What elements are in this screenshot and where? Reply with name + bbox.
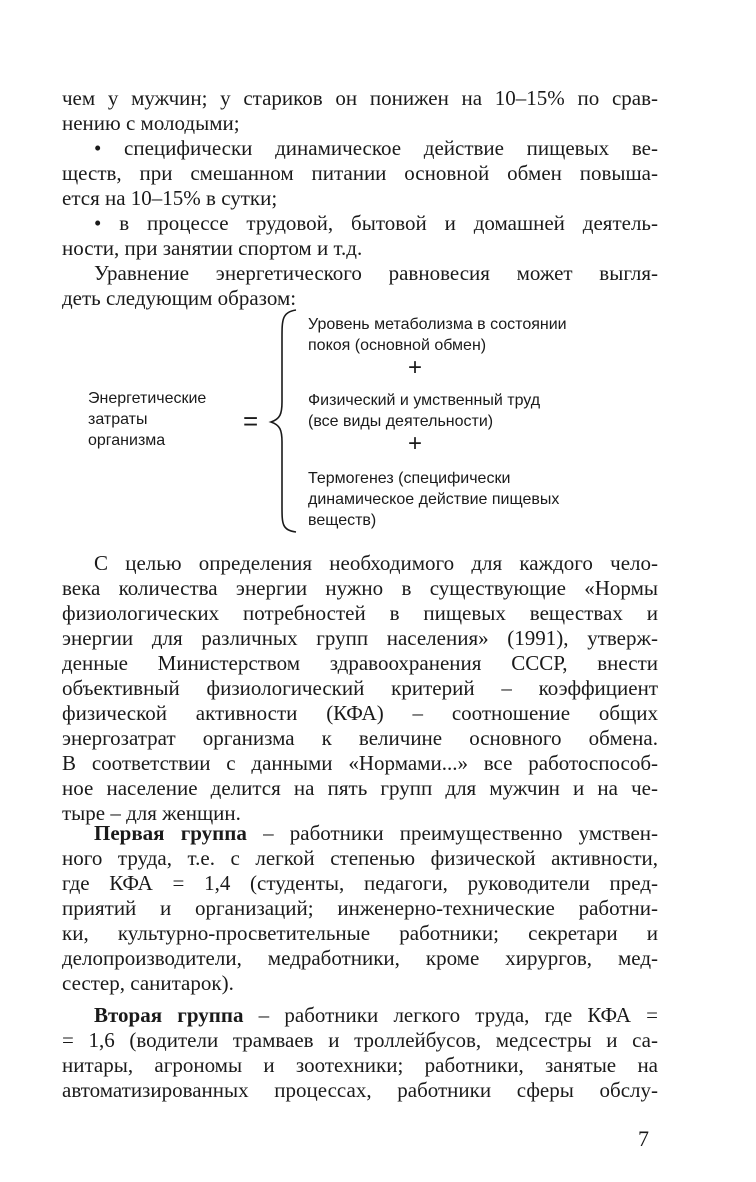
body-paragraph bbox=[62, 551, 658, 826]
text-line: ществ, при смешанном питании основной обмен повыша- bbox=[62, 161, 658, 185]
text-line: ется на 10–15% в сутки; bbox=[62, 186, 278, 210]
text-line: денные Министерством здравоохранения СССР, внести bbox=[62, 651, 658, 675]
item-line: Физический и умственный труд bbox=[308, 392, 541, 409]
text-line bbox=[62, 821, 658, 846]
text-line: = 1,6 (водители трамваев и троллейбусов, медсестры и са- bbox=[62, 1028, 658, 1052]
text-line: энергозатрат организма к величине основного обмена. bbox=[62, 726, 658, 750]
item-line: Уровень метаболизма в состоянии bbox=[308, 316, 567, 333]
text-line: деть следующим образом: bbox=[62, 286, 297, 310]
item-line: динамическое действие пищевых bbox=[308, 491, 560, 508]
diagram-item-thermogenesis bbox=[308, 468, 559, 531]
diagram-left-label bbox=[88, 388, 206, 451]
diagram-item-metabolism bbox=[308, 314, 567, 356]
text-line: века количества энергии нужно в существующие «Нормы bbox=[62, 576, 658, 600]
text-line: физической активности (КФА) – соотношение общих bbox=[62, 701, 658, 725]
text-line: где КФА = 1,4 (студенты, педагоги, руководители пред- bbox=[62, 871, 658, 895]
item-line: покоя (основной обмен) bbox=[308, 337, 487, 354]
text-line: нитары, агрономы и зоотехники; работники, занятые на bbox=[62, 1053, 658, 1077]
plus-sign: + bbox=[408, 430, 423, 457]
curly-brace-icon bbox=[268, 306, 298, 536]
item-line: Термогенез (специфически bbox=[308, 470, 511, 487]
text-line: ки, культурно-просветительные работники; секретари и bbox=[62, 921, 658, 945]
text-line: приятий и организаций; инженерно-технические работни- bbox=[62, 896, 658, 920]
text-line: чем у мужчин; у стариков он понижен на 10–15% по срав- bbox=[62, 86, 658, 110]
text-line: автоматизированных процессах, работники сферы обслу- bbox=[62, 1078, 658, 1102]
item-line: веществ) bbox=[308, 512, 377, 529]
group-two-paragraph bbox=[62, 1003, 658, 1103]
text-line: ного труда, т.е. с легкой степенью физической активности, bbox=[62, 846, 658, 870]
item-line: (все виды деятельности) bbox=[308, 413, 494, 430]
group-one-title: Первая группа bbox=[94, 821, 247, 845]
text-run: – работники легкого труда, где КФА = bbox=[243, 1003, 658, 1027]
text-line: делопроизводители, медработники, кроме хирургов, мед- bbox=[62, 946, 658, 970]
energy-balance-diagram bbox=[0, 300, 756, 540]
label-line: затраты bbox=[88, 411, 148, 428]
text-line: В соответствии с данными «Нормами...» все работоспособ- bbox=[62, 751, 658, 775]
equals-sign: = bbox=[243, 406, 259, 436]
page-number: 7 bbox=[638, 1126, 649, 1151]
bullet-line: • специфически динамическое действие пищевых ве- bbox=[94, 136, 658, 160]
text-line: нению с молодыми; bbox=[62, 111, 240, 135]
text-line: энергии для различных групп населения» (1991), утверж- bbox=[62, 626, 658, 650]
text-line: ное население делится на пять групп для мужчин и на че- bbox=[62, 776, 658, 800]
label-line: Энергетические bbox=[88, 390, 207, 407]
text-run: – работники преимущественно умствен- bbox=[246, 821, 658, 845]
text-line: Уравнение энергетического равновесия может выгля- bbox=[94, 261, 658, 285]
bullet-line: • в процессе трудовой, бытовой и домашней деятель- bbox=[94, 211, 658, 235]
text-line: сестер, санитарок). bbox=[62, 971, 234, 995]
text-line: ности, при занятии спортом и т.д. bbox=[62, 236, 363, 260]
group-one-paragraph bbox=[62, 821, 658, 996]
plus-sign: + bbox=[408, 354, 423, 381]
text-line bbox=[62, 1003, 658, 1028]
group-two-title: Вторая группа bbox=[94, 1003, 244, 1027]
text-line: тыре – для женщин. bbox=[62, 801, 241, 825]
text-line: объективный физиологический критерий – коэффициент bbox=[62, 676, 658, 700]
text-line: С целью определения необходимого для каждого чело- bbox=[94, 551, 658, 575]
text-line: физиологических потребностей в пищевых веществах и bbox=[62, 601, 658, 625]
top-paragraph bbox=[62, 86, 658, 311]
label-line: организма bbox=[88, 432, 166, 449]
diagram-item-labor bbox=[308, 390, 540, 432]
